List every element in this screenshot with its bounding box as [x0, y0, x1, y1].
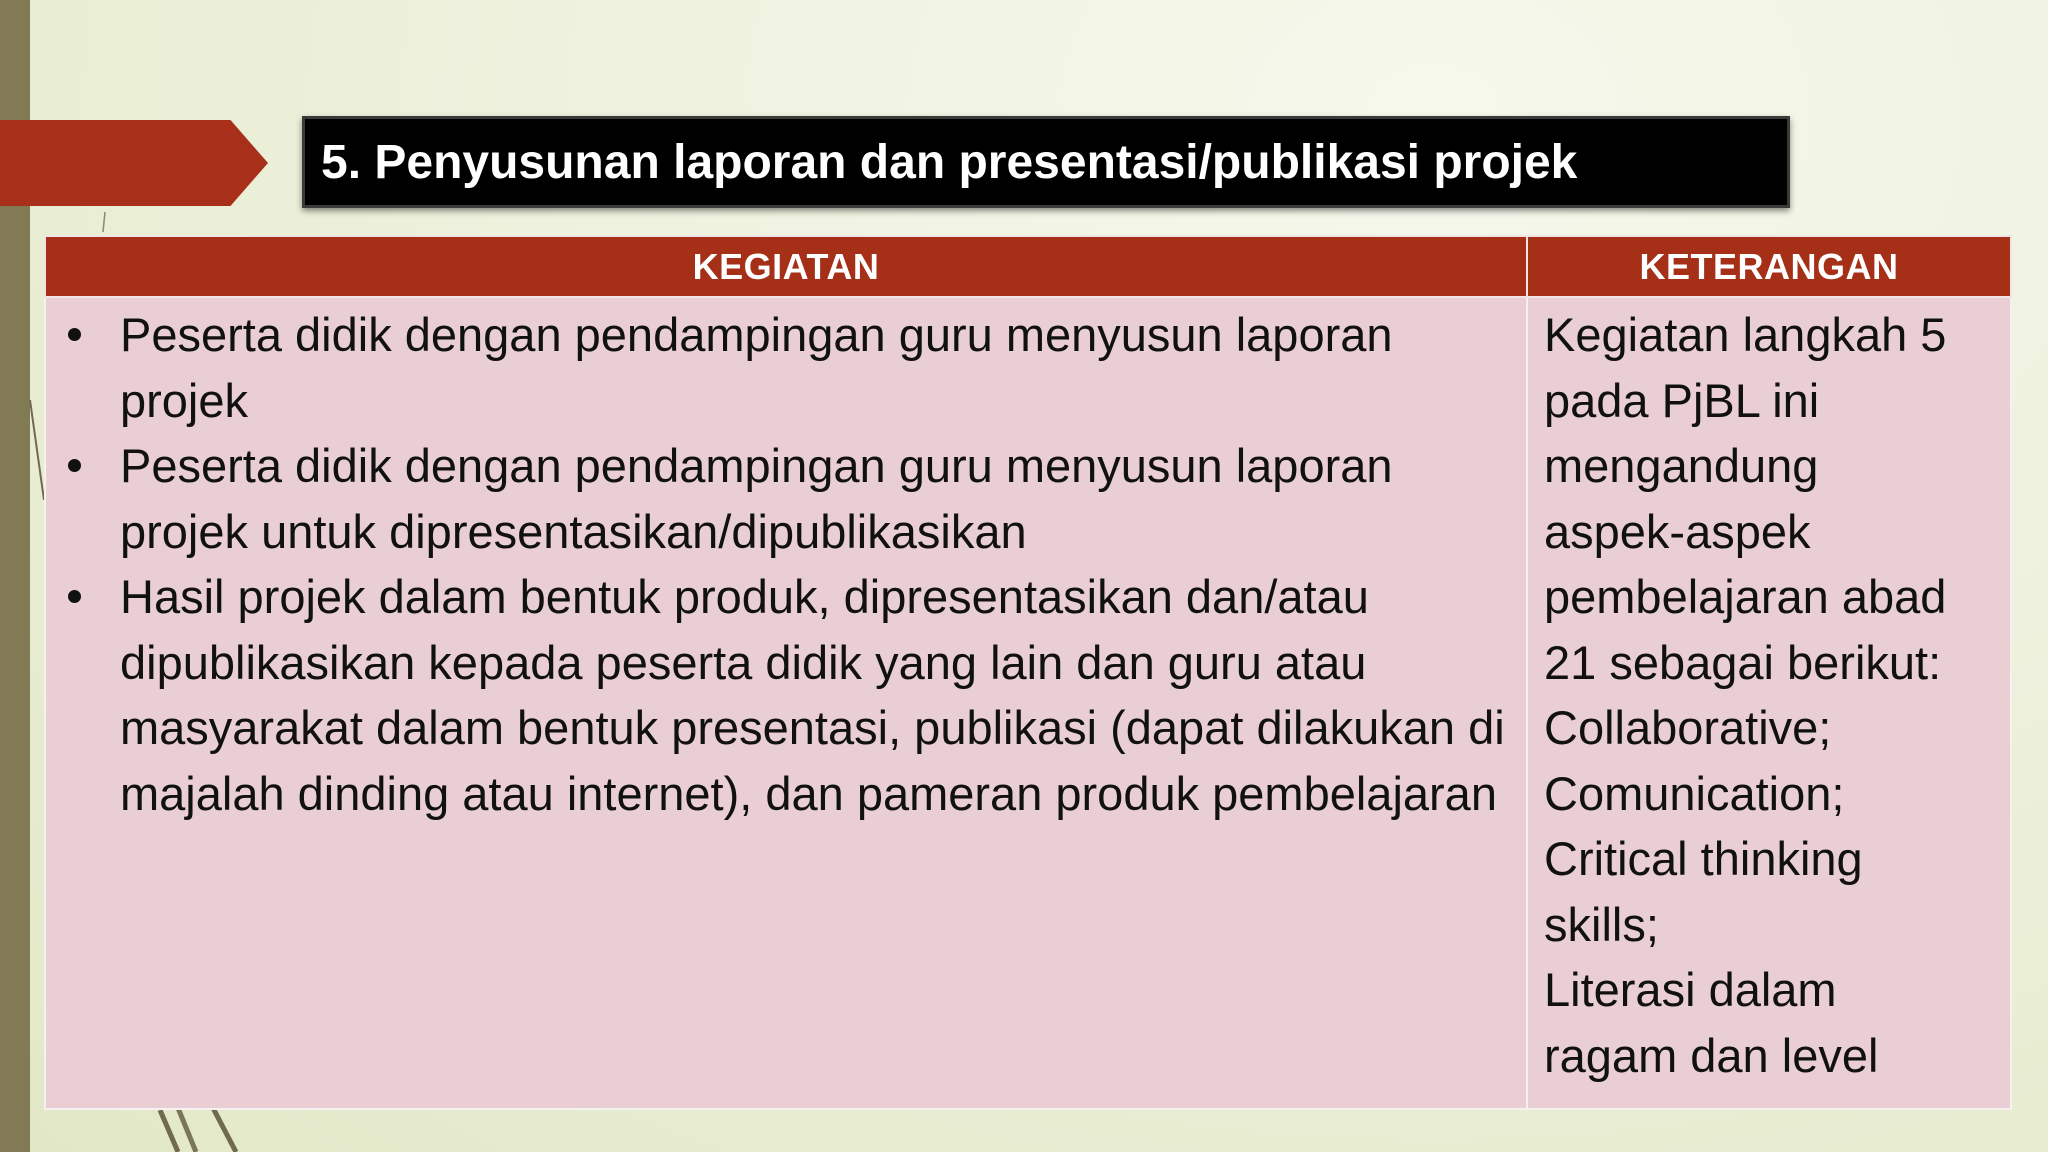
table-header-row	[45, 236, 2011, 297]
activity-table	[44, 235, 2012, 1110]
notes-text	[1528, 298, 2010, 1088]
activities-cell	[45, 297, 1527, 1109]
notes-line: pembelajaran abad	[1544, 570, 1947, 623]
notes-line: pada PjBL ini	[1544, 373, 1820, 427]
table-row	[45, 297, 2011, 1109]
slide-title: 5. Penyusunan laporan dan presentasi/publikasi projek	[321, 135, 1578, 189]
notes-line: Kegiatan langkah 5	[1544, 308, 1947, 361]
list-item: Peserta didik dengan pendampingan guru menyusun laporan projek untuk dipresentasikan/dipublikasikan	[120, 433, 1518, 564]
list-item: Peserta didik dengan pendampingan guru menyusun laporan projek	[120, 302, 1518, 433]
notes-line: Collaborative;	[1544, 701, 1832, 754]
notes-line: skills;	[1544, 897, 1659, 951]
notes-line: aspek-aspek	[1544, 504, 1811, 558]
notes-line: mengandung	[1544, 439, 1819, 492]
header-keterangan: KETERANGAN	[1527, 236, 2011, 297]
notes-cell	[1527, 297, 2011, 1109]
header-kegiatan: KEGIATAN	[45, 236, 1527, 297]
notes-line: Critical thinking	[1544, 832, 1863, 885]
notes-line: 21 sebagai berikut:	[1544, 635, 1942, 689]
notes-line: Comunication;	[1544, 766, 1845, 820]
slide-title-box	[302, 116, 1790, 208]
notes-line: ragam dan level	[1544, 1028, 1879, 1082]
activity-list	[46, 298, 1526, 826]
notes-line: Literasi dalam	[1544, 963, 1837, 1016]
list-item: Hasil projek dalam bentuk produk, dipresentasikan dan/atau dipublikasikan kepada peserta didik yang lain dan guru atau masyarakat dalam bentuk presentasi, publikasi (dapat dilakukan di majalah dinding atau internet), dan pameran produk pembelajaran	[120, 564, 1518, 826]
title-arrow-shape	[0, 120, 268, 206]
